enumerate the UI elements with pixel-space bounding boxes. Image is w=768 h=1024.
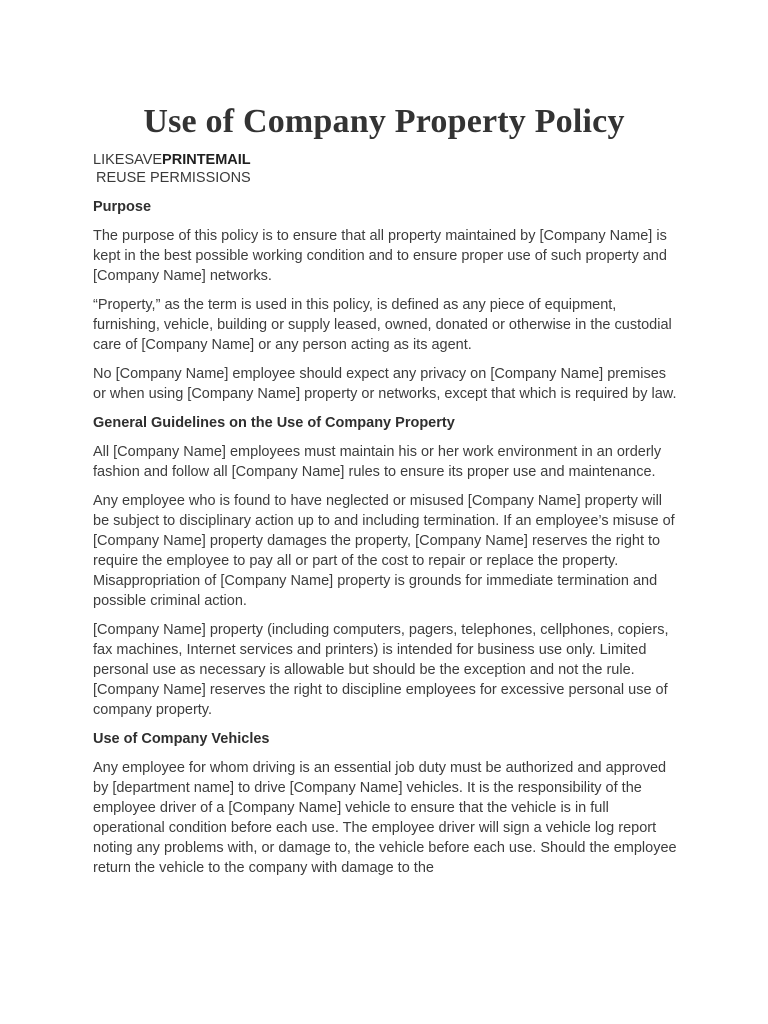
- document-body: [93, 197, 681, 887]
- section-heading-guidelines: General Guidelines on the Use of Company Property: [93, 415, 455, 431]
- email-button[interactable]: EMAIL: [205, 152, 251, 168]
- save-button[interactable]: SAVE: [124, 152, 163, 168]
- section-heading-purpose: Purpose: [93, 199, 152, 215]
- actions-row-1: [93, 151, 251, 169]
- purpose-paragraph-3: No [Company Name] employee should expect any privacy on [Company Name] premises or when using [Company Name] property or networks, except that which is required by law.: [93, 366, 677, 402]
- permissions-button[interactable]: PERMISSIONS: [150, 170, 251, 186]
- vehicles-paragraph-1: Any employee for whom driving is an essential job duty must be authorized and approved by [department name] to drive [Company Name] vehicles. It is the responsibility of the employee driver of a [Company Name] vehicle to ensure that the vehicle is in full operational condition before each use. The employee driver will sign a vehicle log report noting any problems with, or damage to, the vehicle before each use. Should the employee return the vehicle to the company with damage to the: [93, 760, 677, 876]
- like-button[interactable]: LIKE: [93, 152, 125, 168]
- guidelines-paragraph-1: All [Company Name] employees must maintain his or her work environment in an orderly fashion and follow all [Company Name] rules to ensure its proper use and maintenance.: [93, 444, 662, 480]
- section-heading-vehicles: Use of Company Vehicles: [93, 731, 270, 747]
- purpose-paragraph-2: “Property,” as the term is used in this policy, is defined as any piece of equipment, furnishing, vehicle, building or supply leased, owned, donated or otherwise in the custodial care of [Company Name] or any person acting as its agent.: [93, 297, 672, 353]
- actions-row-2: [93, 169, 251, 187]
- reuse-button[interactable]: REUSE: [96, 170, 146, 186]
- print-button[interactable]: PRINT: [162, 152, 206, 168]
- document-title: Use of Company Property Policy: [143, 103, 625, 140]
- guidelines-paragraph-2: Any employee who is found to have neglected or misused [Company Name] property will be subject to disciplinary action up to and including termination. If an employee’s misuse of [Company Name] property damages the property, [Company Name] reserves the right to require the employee to pay all or part of the cost to repair or replace the property. Misappropriation of [Company Name] property is grounds for immediate termination and possible criminal action.: [93, 493, 675, 609]
- purpose-paragraph-1: The purpose of this policy is to ensure that all property maintained by [Company Name] is kept in the best possible working condition and to ensure proper use of such property and [Company Name] networks.: [93, 228, 667, 284]
- document-actions: [93, 151, 251, 187]
- guidelines-paragraph-3: [Company Name] property (including computers, pagers, telephones, cellphones, copiers, fax machines, Internet services and printers) is intended for business use only. Limited personal use as necessary is allowable but should be the exception and not the rule. [Company Name] reserves the right to discipline employees for excessive personal use of company property.: [93, 622, 669, 718]
